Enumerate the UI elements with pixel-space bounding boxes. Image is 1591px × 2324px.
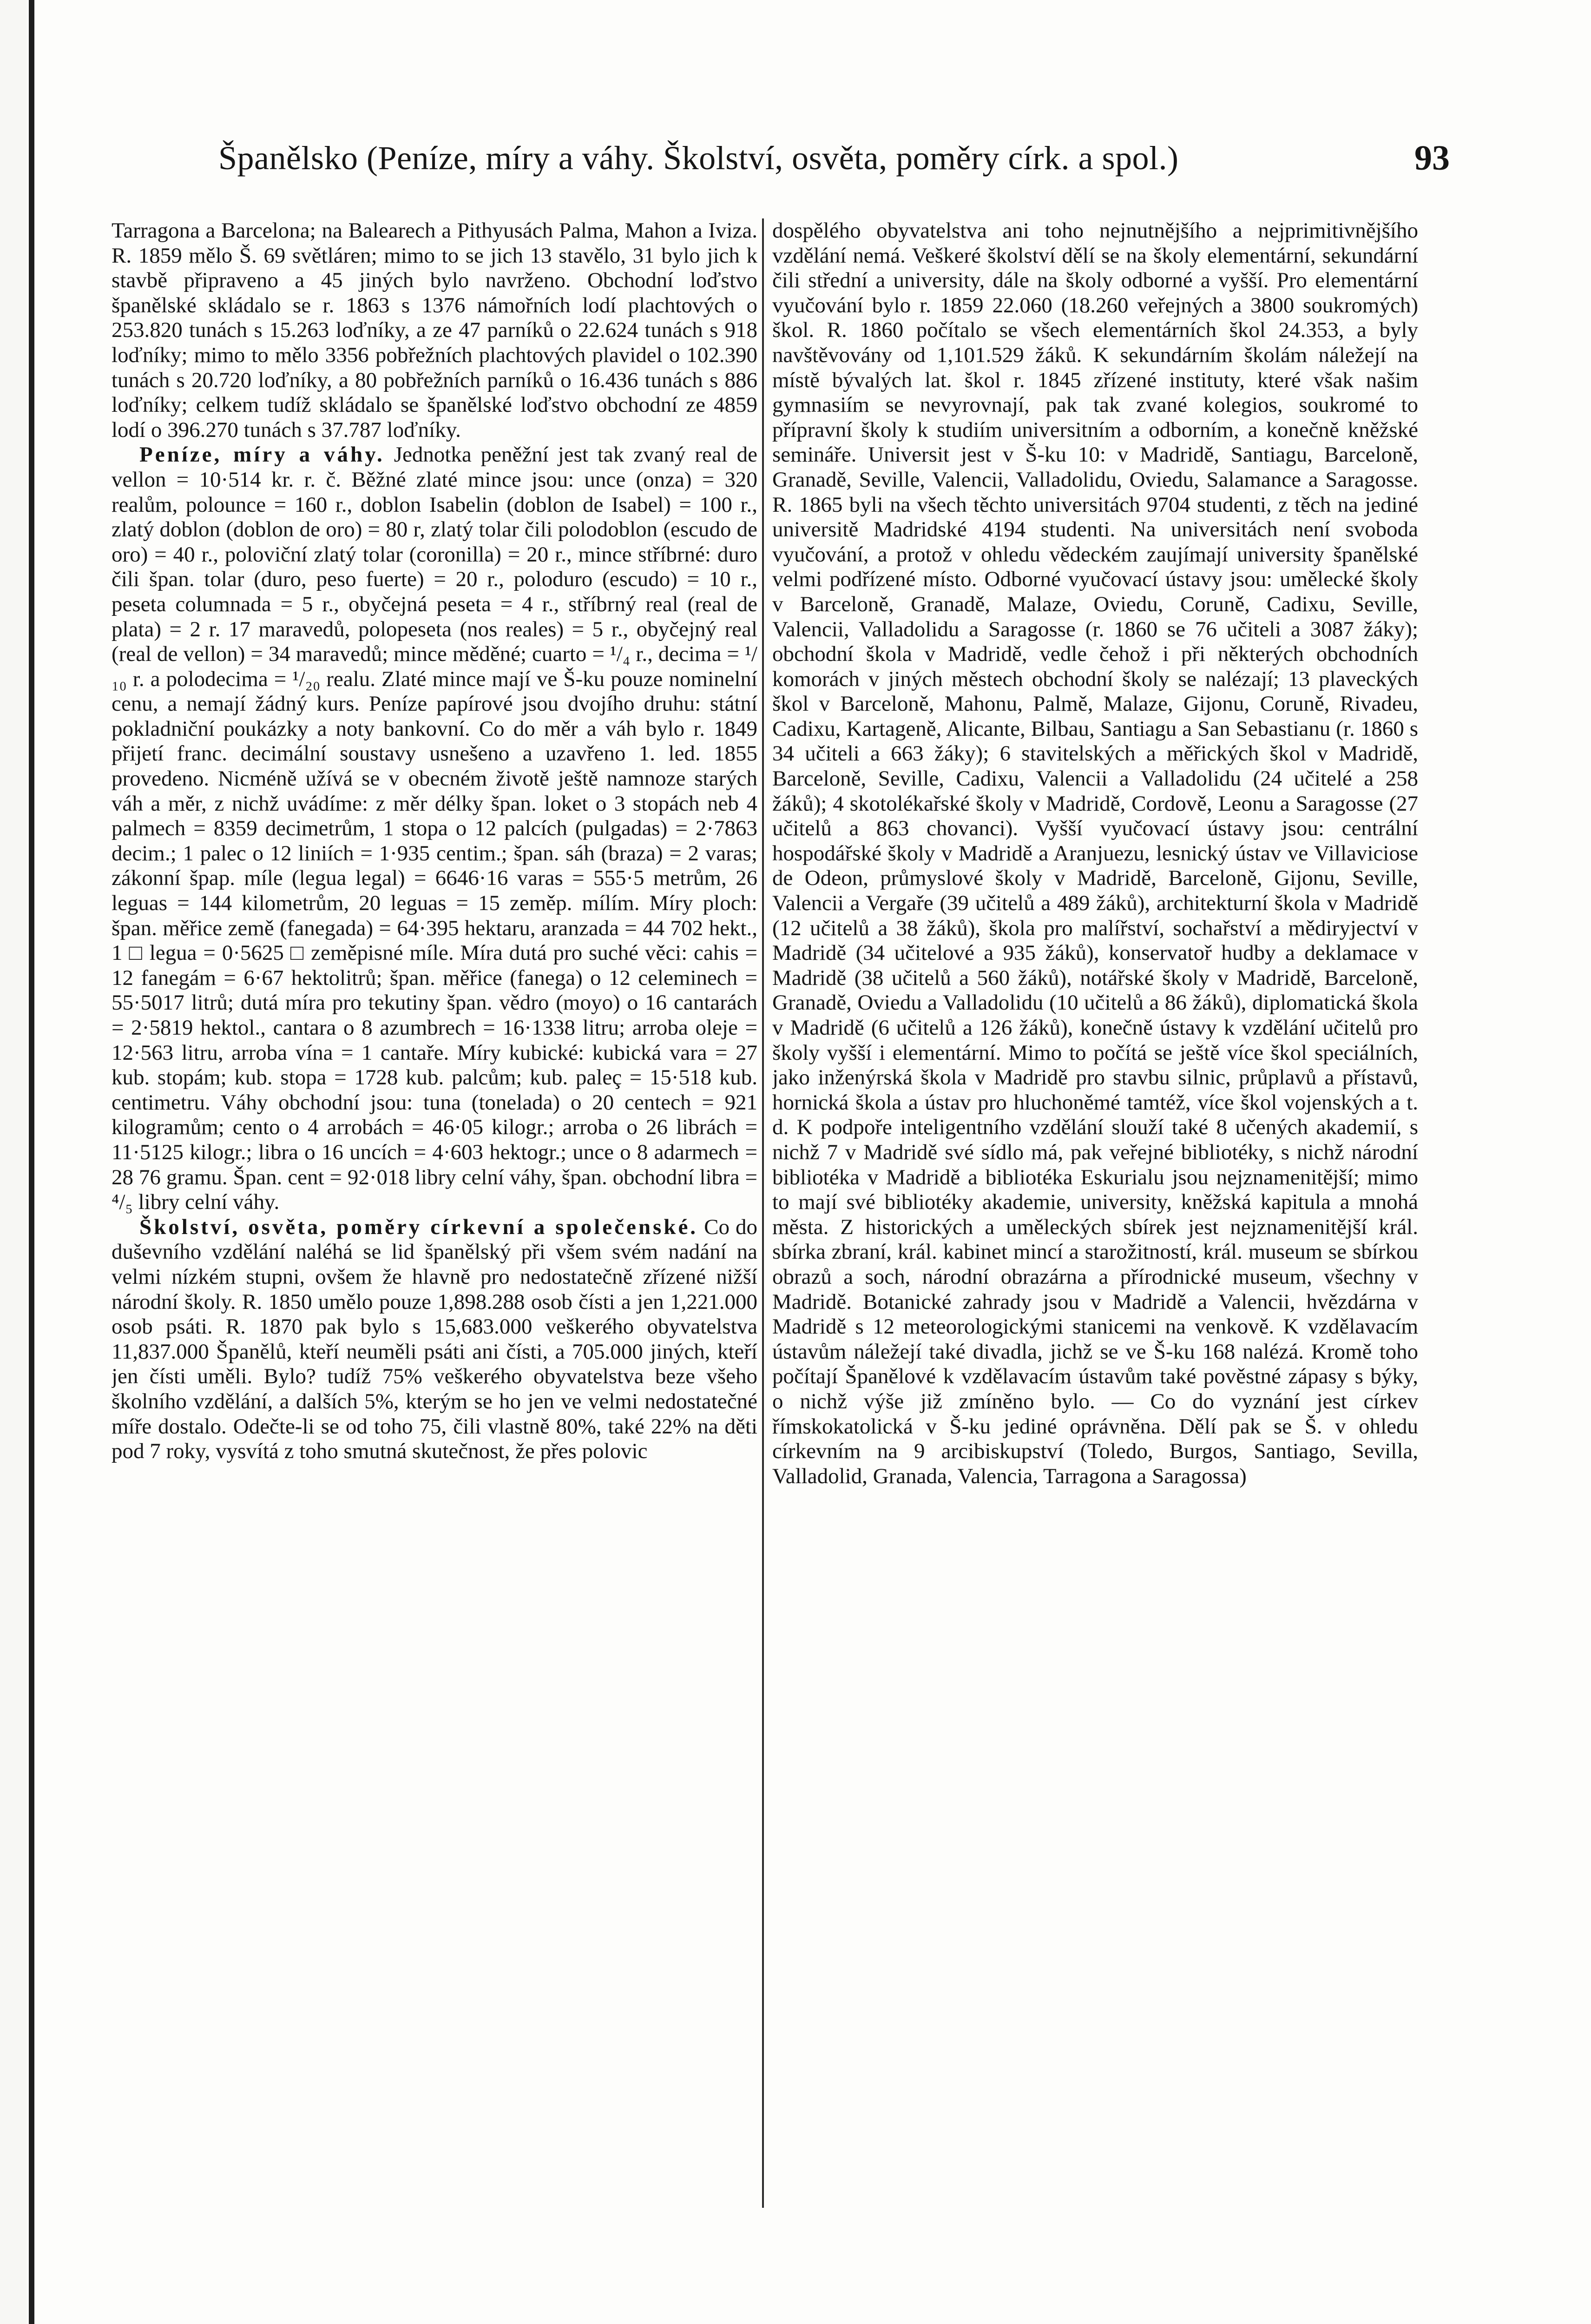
running-title: Španělsko (Peníze, míry a váhy. Školství, osvěta, poměry círk. a spol.) xyxy=(218,139,1179,177)
section-heading-education: Školství, osvěta, poměry církevní a společenské. xyxy=(139,1215,698,1239)
column-divider xyxy=(762,218,764,2208)
paragraph-education xyxy=(112,1215,757,1464)
section-heading-money: Peníze, míry a váhy. xyxy=(139,442,385,467)
section-body-money: Jednotka peněžní jest tak zvaný real de vellon = 10·514 kr. r. č. Běžné zlaté mince jsou: unce (onza) = 320 realům, polounce = 160 r., doblon Isabelin (doblon de Isabel) = 100 r., zlatý doblon (doblon de oro) = 80 r, zlatý tolar čili polodoblon (escudo de oro) = 40 r., poloviční zlatý tolar (coronilla) = 20 r., mince stříbrné: duro čili špan. tolar (duro, peso fuerte) = 20 r., poloduro (escudo) = 10 r., peseta columnada = 5 r., obyčejná peseta = 4 r., stříbrný real (real de plata) = 2 r. 17 maravedů, polopeseta (nos reales) = 5 r., obyčejný real (real de vellon) = 34 maravedů; mince měděné; cuarto = ¹/₄ r., decima = ¹/₁₀ r. a polodecima = ¹/₂₀ realu. Zlaté mince mají ve Š-ku pouze nominelní cenu, a nemají žádný kurs. Peníze papírové jsou dvojího druhu: státní pokladniční poukázky a noty bankovní. Co do měr a váh bylo r. 1849 přijetí franc. decimální soustavy usnešeno a uzavřeno 1. led. 1855 provedeno. Nicméně užívá se v obecném životě ještě namnoze starých váh a měr, z nichž uvádíme: z měr délky špan. loket o 3 stopách neb 4 palmech = 8359 decimetrům, 1 stopa o 12 palcích (pulgadas) = 2·7863 decim.; 1 palec o 12 liniích = 1·935 centim.; špan. sáh (braza) = 2 varas; zákonní špap. míle (legua legal) = 6646·16 varas = 555·5 metrům, 26 leguas = 144 kilometrům, 20 leguas = 15 zeměp. mílím. Míry ploch: špan. měřice země (fanegada) = 64·395 hektaru, aranzada = 44 702 hekt., 1 □ legua = 0·5625 □ zeměpisné míle. Míra dutá pro suché věci: cahis = 12 fanegám = 6·67 hektolitrů; špan. měřice (fanega) o 12 celeminech = 55·5017 litrů; dutá míra pro tekutiny špan. vědro (moyo) o 16 cantarách = 2·5819 hektol., cantara o 8 azumbrech = 16·1338 litru; arroba oleje = 12·563 litru, arroba vína = 1 cantaře. Míry kubické: kubická vara = 27 kub. stopám; kub. stopa = 1728 kub. palcům; kub. paleç = 15·518 kub. centimetru. Váhy obchodní jsou: tuna (tonelada) o 20 centech = 921 kilogramům; cento o 4 arrobách = 46·05 kilogr.; arroba o 26 librách = 11·5125 kilogr.; libra o 16 uncích = 4·603 hektogr.; unce o 8 adarmech = 28 76 gramu. Špan. cent = 92·018 libry celní váhy, špan. obchodní libra = ⁴/₅ libry celní váhy. xyxy=(112,442,757,1215)
scan-margin xyxy=(0,0,27,2324)
paragraph-navy: Tarragona a Barcelona; na Balearech a Pithyusách Palma, Mahon a Iviza. R. 1859 mělo Š. 69 světláren; mimo to se jich 13 stavělo, 31 bylo jich k stavbě připraveno a 45 jiných bylo navrženo. Obchodní loďstvo španělské skládalo se r. 1863 s 1376 námořních lodí plachtových o 253.820 tunách s 15.263 loďníky, a ze 47 parníků o 22.624 tunách s 918 loďníky; mimo to mělo 3356 pobřežních plachtových plavidel o 102.390 tunách s 20.720 loďníky, a 80 pobřežních parníků o 16.436 tunách s 886 loďníky; celkem tudíž skládalo se španělské loďstvo obchodní ze 4859 lodí o 396.270 tunách s 37.787 loďníky. xyxy=(112,218,757,442)
right-column xyxy=(772,218,1418,2217)
left-column xyxy=(112,218,757,2217)
binding-edge xyxy=(29,0,34,2324)
section-body-education: Co do duševního vzdělání naléhá se lid španělský při všem svém nadání na velmi nízkém stupni, ovšem že hlavně pro nedostatečně zřízené nižší národní školy. R. 1850 umělo pouze 1,898.288 osob čísti a jen 1,221.000 osob psáti. R. 1870 pak bylo s 15,683.000 veškerého obyvatelstva 11,837.000 Španělů, kteří neuměli psáti ani čísti, a 705.000 jiných, kteří jen čísti uměli. Bylo? tudíž 75% veškerého obyvatelstva beze všeho školního vzdělání, a dalších 5%, kterým se ho jen ve velmi nedostatečné míře dostalo. Odečte-li se od toho 75, čili vlastně 80%, také 22% na děti pod 7 roky, vysvítá z toho smutná skutečnost, že přes polovic xyxy=(112,1215,757,1464)
page-header xyxy=(218,132,1450,198)
paragraph-schools: dospělého obyvatelstva ani toho nejnutnějšího a nejprimitivnějšího vzdělání nemá. Veškeré školství dělí se na školy elementární, sekundární čili střední a university, dále na školy odborné a vyšší. Pro elementární vyučování bylo r. 1859 22.060 (18.260 veřejných a 3800 soukromých) škol. R. 1860 počítalo se všech elementárních škol 24.353, a byly navštěvovány od 1,101.529 žáků. K sekundárním školám náležejí na místě bývalých lat. škol r. 1845 zřízené instituty, které však našim gymnasiím se nevyrovnají, pak tak zvané kolegios, soukromé to přípravní školy k studiím universitním a odborním, a konečně kněžské semináře. Universit jest v Š-ku 10: v Madridě, Santiagu, Barceloně, Granadě, Seville, Valencii, Valladolidu, Oviedu, Salamance a Saragosse. R. 1865 byli na všech těchto universitách 9704 studenti, z těch na jediné universitě Madridské 4194 studenti. Na universitách není svoboda vyučování, a protož v ohledu vědeckém zaujímají university španělské velmi podřízené místo. Odborné vyučovací ústavy jsou: umělecké školy v Barceloně, Granadě, Malaze, Oviedu, Coruně, Cadixu, Seville, Valencii, Valladolidu a Saragosse (r. 1860 se 76 učiteli a 3087 žáky); obchodní škola v Madridě, vedle čehož i při některých obchodních komorách v jiných městech obchodní školy se nalézají; 13 plaveckých škol v Barceloně, Mahonu, Palmě, Malaze, Gijonu, Coruně, Rivadeu, Cadixu, Kartageně, Alicante, Bilbau, Santiagu a San Sebastianu (r. 1860 s 34 učiteli a 663 žáky); 6 stavitelských a měřických škol v Madridě, Barceloně, Seville, Cadixu, Valencii a Valladolidu (24 učitelé a 258 žáků); 4 skotolékařské školy v Madridě, Cordově, Leonu a Saragosse (27 učitelů a 863 chovanci). Vyšší vyučovací ústavy jsou: centrální hospodářské školy v Madridě a Aranjuezu, lesnický ústav ve Villaviciose de Odeon, průmyslové školy v Madridě, Barceloně, Gijonu, Seville, Valencii a Vergaře (39 učitelů a 489 žáků), architekturní škola v Madridě (12 učitelů a 38 žáků), škola pro malířství, sochařství a mědiryjectví v Madridě (34 učitelové a 935 žáků), konservatoř hudby a deklamace v Madridě (38 učitelů a 560 žáků), notářské školy v Madridě, Barceloně, Granadě, Oviedu a Valladolidu (10 učitelů a 86 žáků), diplomatická škola v Madridě (6 učitelů a 126 žáků), konečně ústavy k vzdělání učitelů pro školy vyšší i elementární. Mimo to počítá se ještě více škol speciálních, jako inženýrská škola v Madridě pro stavbu silnic, průplavů a přístavů, hornická škola a ústav pro hluchoněmé tamtéž, více škol vojenských a t. d. K podpoře inteligentního vzdělání slouží také 8 učených akademií, s nichž 7 v Madridě své sídlo má, pak veřejné bibliotéky, s nichž národní bibliotéka v Madridě a bibliotéka Eskurialu jsou nejznamenitější; mimo to mají své bibliotéky akademie, university, kněžská kapitula a mnohá města. Z historických a uměleckých sbírek jest nejznamenitější král. sbírka zbraní, král. kabinet mincí a starožitností, král. museum se sbírkou obrazů a soch, národní obrazárna a přírodnické museum, všechny v Madridě. Botanické zahrady jsou v Madridě a Valencii, hvězdárna v Madridě s 12 meteorologickými stanicemi na venkově. K vzdělavacím ústavům náležejí také divadla, jichž se ve Š-ku 168 nalézá. Kromě toho počítají Španělové k vzdělavacím ústavům také pověstné zápasy s býky, o nichž výše již zmíněno bylo. — Co do vyznání jest církev římskokatolická v Š-ku jediné oprávněna. Dělí pak se Š. v ohledu církevním na 9 arcibiskupství (Toledo, Burgos, Santiago, Sevilla, Valladolid, Granada, Valencia, Tarragona a Saragossa) xyxy=(772,218,1418,1488)
paragraph-money-measures xyxy=(112,442,757,1215)
page-number: 93 xyxy=(1414,139,1450,178)
